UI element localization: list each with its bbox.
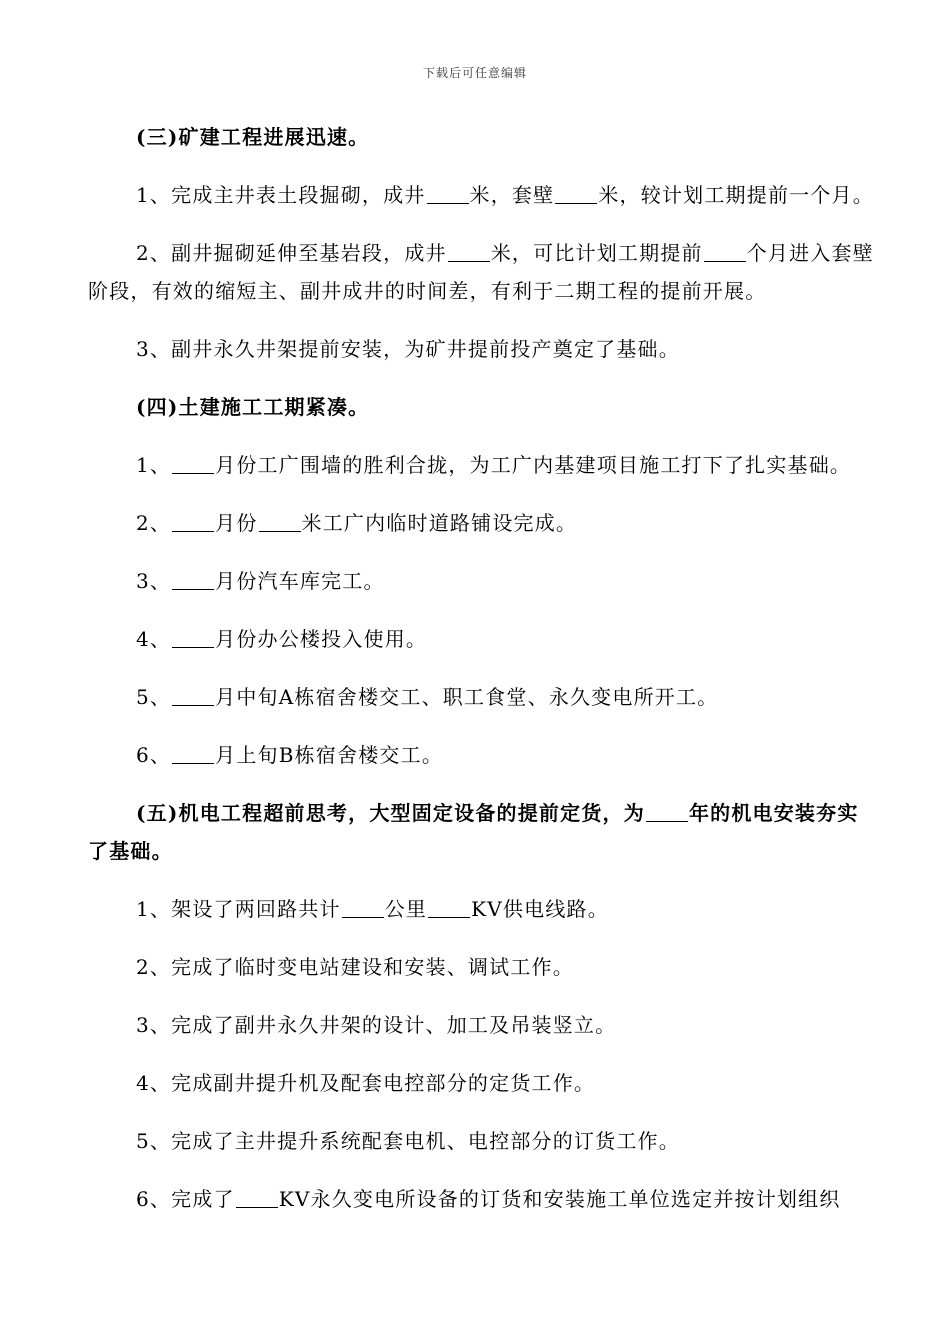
item-text: 月上旬B栋宿舍楼交工。 — [215, 743, 444, 767]
item-text: 4、 — [136, 627, 172, 651]
blank-line — [427, 185, 469, 204]
item-text: 6、 — [136, 743, 172, 767]
item-text: 月中旬A栋宿舍楼交工、职工食堂、永久变电所开工。 — [215, 685, 719, 709]
blank-line — [172, 687, 214, 706]
list-item — [88, 736, 878, 774]
item-text: 米，可比计划工期提前 — [490, 241, 703, 265]
list-item — [88, 234, 878, 310]
list-item — [88, 1122, 878, 1160]
section-heading-4: (四)土建施工工期紧凑。 — [136, 395, 370, 419]
item-text: 3、 — [136, 569, 172, 593]
item-text: KV供电线路。 — [471, 897, 609, 921]
blank-line — [172, 513, 214, 532]
item-text: 个月进入套壁阶段，有效的缩短主、副井成井的时间差，有利于二期工程的提前开展。 — [88, 241, 874, 303]
list-item — [88, 678, 878, 716]
item-text: 月份工广围墙的胜利合拢，为工广内基建项目施工打下了扎实基础。 — [215, 453, 852, 477]
list-item — [88, 1180, 878, 1218]
item-text: 公里 — [384, 897, 428, 921]
item-text: 米工广内临时道路铺设完成。 — [301, 511, 578, 535]
list-item — [88, 890, 878, 928]
page-header-note: 下载后可任意编辑 — [422, 66, 527, 80]
item-text: 5、 — [136, 685, 172, 709]
section-heading-5 — [88, 794, 878, 870]
item-text: 3、完成了副井永久井架的设计、加工及吊装竖立。 — [136, 1013, 617, 1037]
blank-line — [236, 1189, 278, 1208]
blank-line — [172, 571, 214, 590]
list-item — [88, 562, 878, 600]
item-text: 月份 — [215, 511, 258, 535]
item-text: 3、副井永久井架提前安装，为矿井提前投产奠定了基础。 — [136, 337, 680, 361]
list-item — [88, 948, 878, 986]
heading-text: (五)机电工程超前思考，大型固定设备的提前定货，为 — [136, 801, 645, 825]
list-item — [88, 1064, 878, 1102]
item-text: 2、副井掘砌延伸至基岩段，成井 — [136, 241, 447, 265]
blank-line — [172, 629, 214, 648]
blank-line — [704, 243, 746, 262]
blank-line — [259, 513, 301, 532]
item-text: 1、架设了两回路共计 — [136, 897, 341, 921]
item-text: 1、完成主井表土段掘砌，成井 — [136, 183, 426, 207]
item-text: 2、完成了临时变电站建设和安装、调试工作。 — [136, 955, 574, 979]
document-body — [88, 118, 878, 1238]
item-text: 月份办公楼投入使用。 — [215, 627, 428, 651]
blank-line — [342, 899, 384, 918]
item-text: 月份汽车库完工。 — [215, 569, 385, 593]
blank-line — [555, 185, 597, 204]
list-item — [88, 504, 878, 542]
blank-line — [448, 243, 490, 262]
section-heading-3: (三)矿建工程进展迅速。 — [136, 125, 370, 149]
item-text: KV永久变电所设备的订货和安装施工单位选定并按计划组织 — [278, 1187, 841, 1211]
item-text: 1、 — [136, 453, 172, 477]
blank-line — [172, 455, 214, 474]
item-text: 2、 — [136, 511, 172, 535]
item-text: 米，套壁 — [469, 183, 555, 207]
blank-line — [428, 899, 470, 918]
item-text: 6、完成了 — [136, 1187, 235, 1211]
list-item — [88, 446, 878, 484]
heading-text: 年的机电安装夯实了基础。 — [88, 801, 859, 863]
blank-line — [172, 745, 214, 764]
list-item — [88, 1006, 878, 1044]
list-item — [88, 176, 878, 214]
blank-line — [646, 803, 688, 822]
item-text: 米，较计划工期提前一个月。 — [598, 183, 874, 207]
item-text: 4、完成副井提升机及配套电控部分的定货工作。 — [136, 1071, 596, 1095]
list-item — [88, 620, 878, 658]
list-item — [88, 330, 878, 368]
item-text: 5、完成了主井提升系统配套电机、电控部分的订货工作。 — [136, 1129, 680, 1153]
